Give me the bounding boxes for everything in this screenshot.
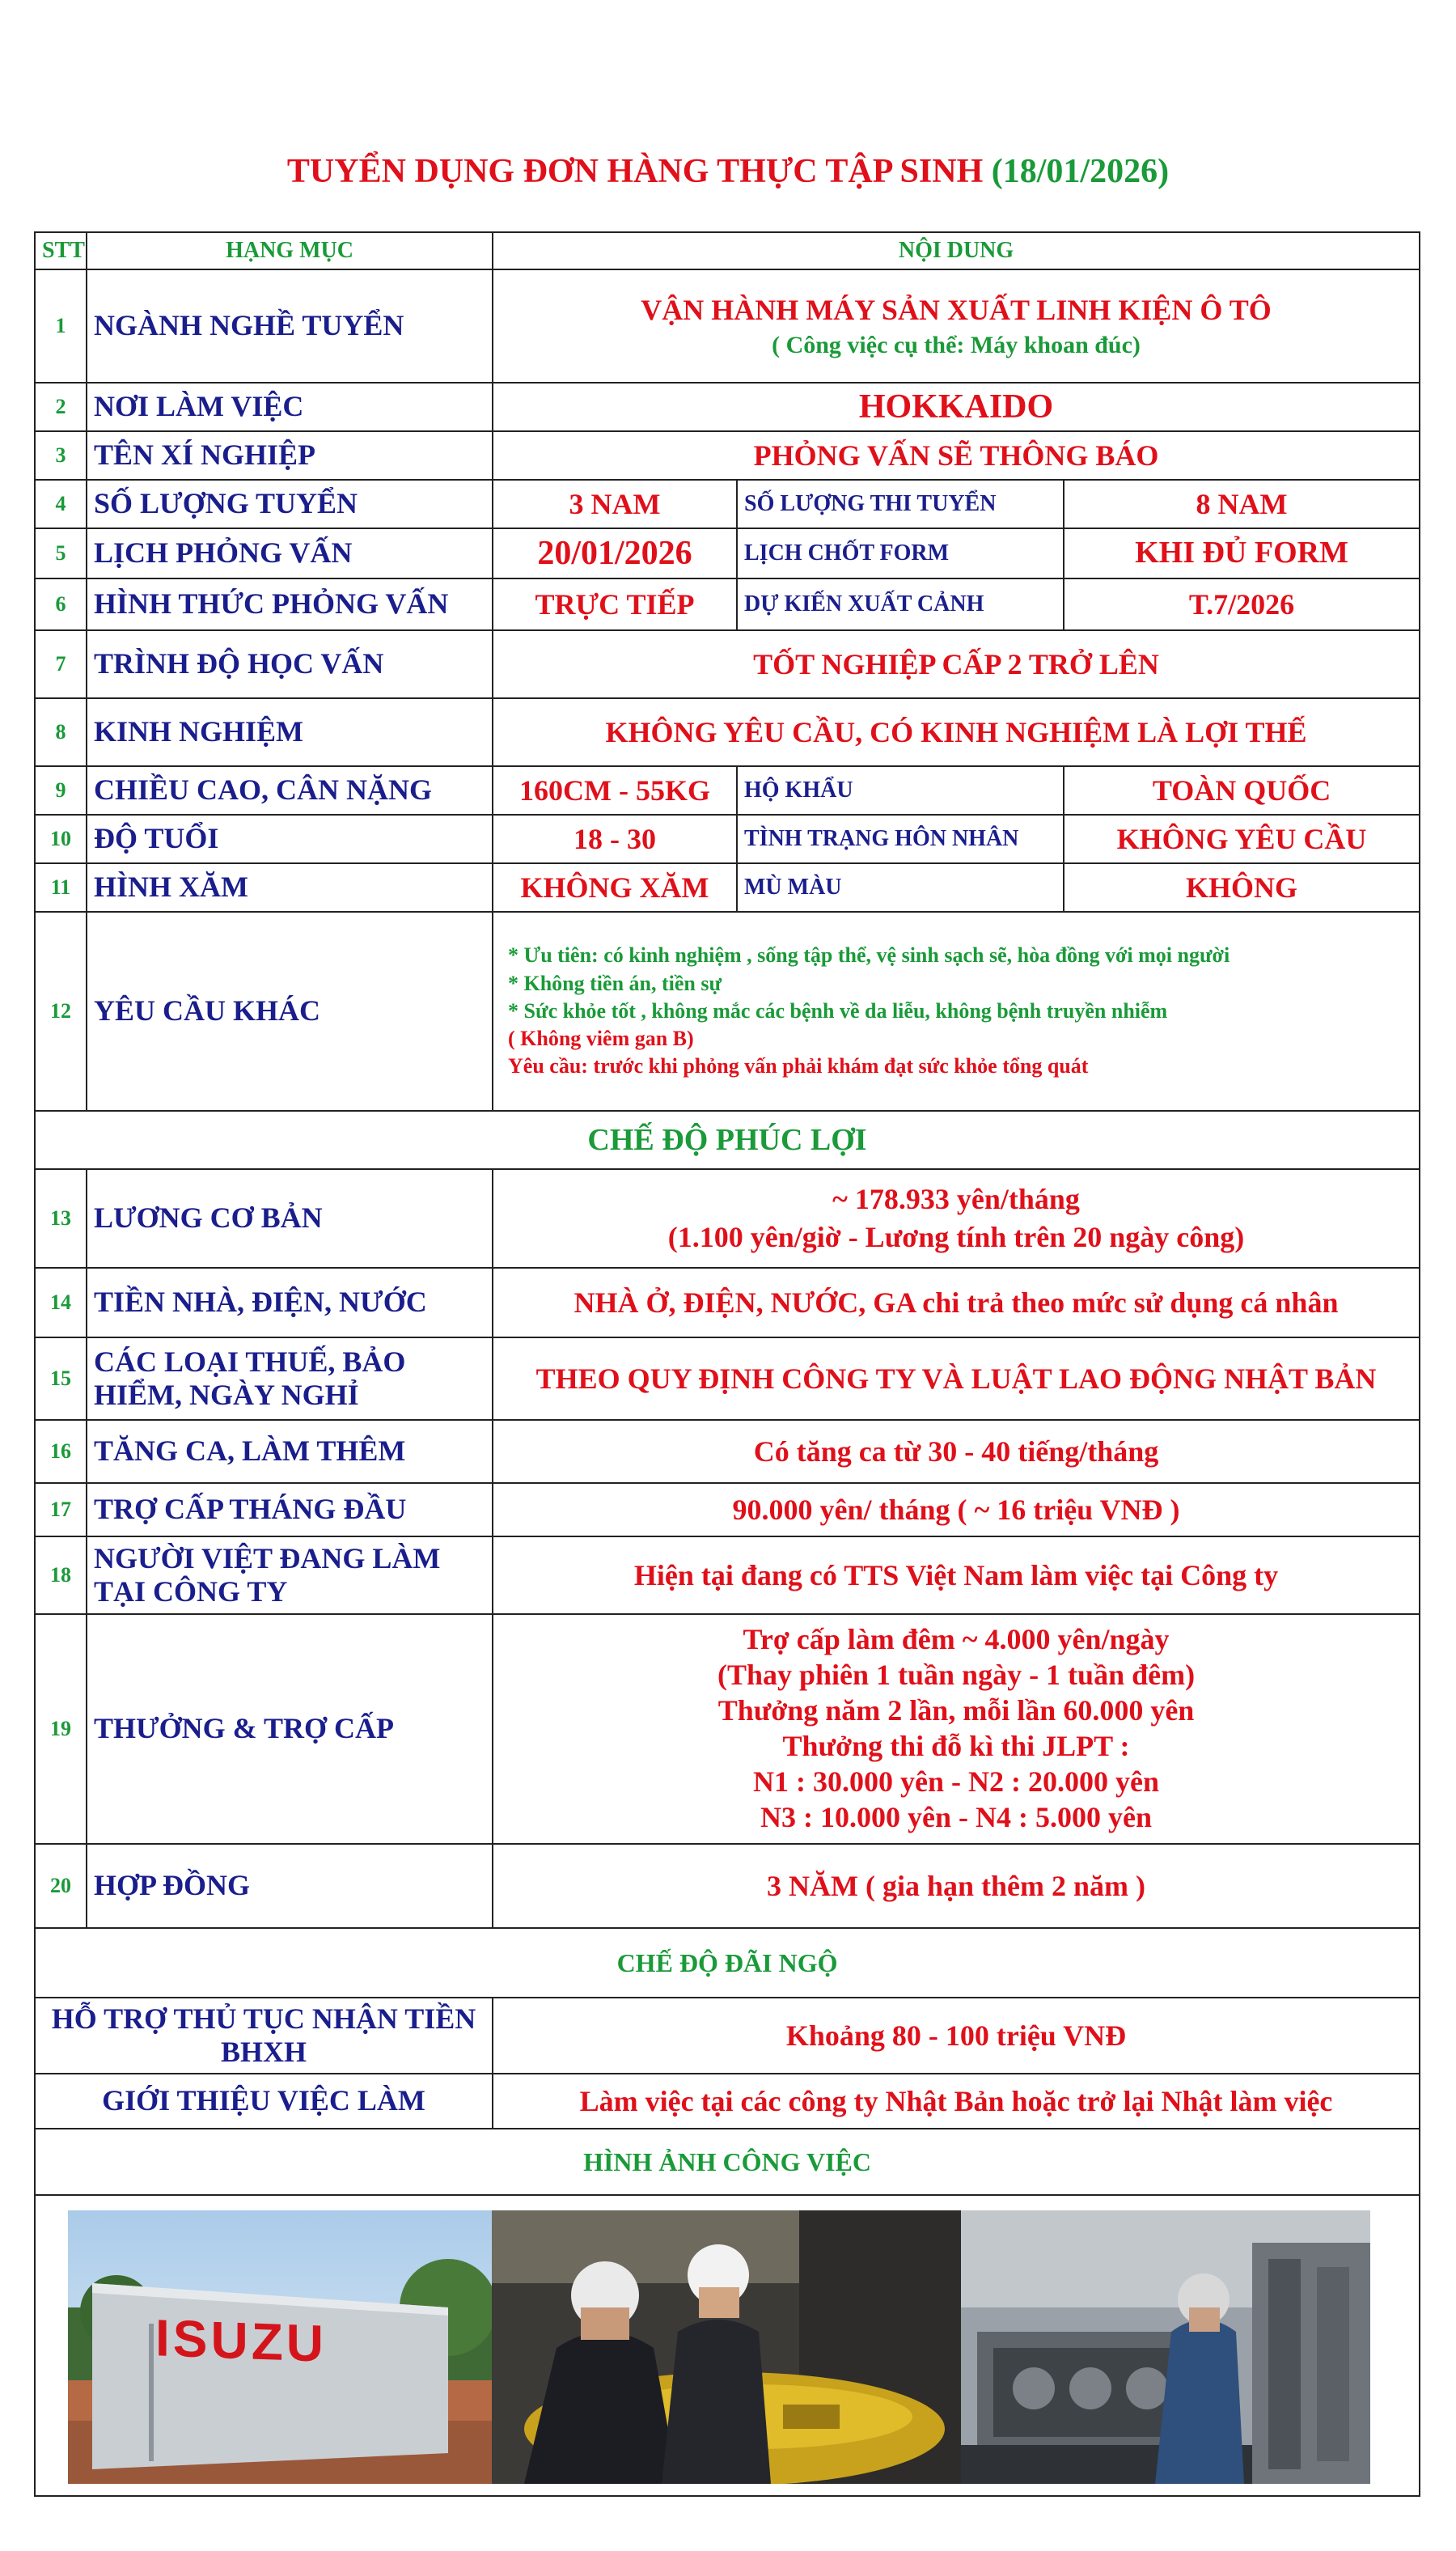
table-row [35,698,1420,766]
row-stt: 8 [35,698,87,766]
row-label: NGƯỜI VIỆT ĐANG LÀM TẠI CÔNG TY [87,1536,493,1614]
row-label: LỊCH PHỎNG VẤN [87,528,493,578]
header-category: HẠNG MỤC [87,232,493,269]
table-row [35,815,1420,863]
row-value [493,1169,1420,1268]
isuzu-logo: ISUZU [155,2308,327,2373]
row-label: HÌNH THỨC PHỎNG VẤN [87,578,493,630]
bonus-line: Thưởng năm 2 lần, mỗi lần 60.000 yên [717,1694,1195,1727]
row-stt: 20 [35,1844,87,1928]
photo-engine-line-graphic [961,2210,1370,2484]
bonus-line: N3 : 10.000 yên - N4 : 5.000 yên [760,1800,1152,1833]
row-label: ĐỘ TUỔI [87,815,493,863]
row-label: NGÀNH NGHỀ TUYỂN [87,269,493,383]
photos-row [35,2195,1420,2496]
row-value: 160CM - 55KG [493,766,737,815]
table-row [35,431,1420,480]
row-stt: 9 [35,766,87,815]
row-stt: 1 [35,269,87,383]
row-stt: 12 [35,912,87,1111]
row-label-2: TÌNH TRẠNG HÔN NHÂN [737,815,1064,863]
row-value-2: 8 NAM [1064,480,1420,528]
note-line: ( Không viêm gan B) [508,1027,694,1051]
row-value: TRỰC TIẾP [493,578,737,630]
title-main: TUYỂN DỤNG ĐƠN HÀNG THỰC TẬP SINH [286,153,984,190]
row-label: HÌNH XĂM [87,863,493,912]
row-stt: 4 [35,480,87,528]
row-label-2: HỘ KHẨU [737,766,1064,815]
row-value-2: TOÀN QUỐC [1064,766,1420,815]
row-label: KINH NGHIỆM [87,698,493,766]
row-label: TRÌNH ĐỘ HỌC VẤN [87,630,493,698]
section-benefits: CHẾ ĐỘ PHÚC LỢI [35,1111,1420,1169]
row-value: NHÀ Ở, ĐIỆN, NƯỚC, GA chi trả theo mức sử dụng cá nhân [493,1268,1420,1337]
photo-isuzu-sign [68,2210,492,2484]
row-stt: 3 [35,431,87,480]
photo-workers [492,2210,961,2484]
row-value: 20/01/2026 [493,528,737,578]
bonus-line: Thưởng thi đỗ kì thi JLPT : [782,1730,1130,1762]
table-row [35,1169,1420,1268]
bonus-line: (Thay phiên 1 tuần ngày - 1 tuần đêm) [717,1659,1196,1692]
row-label: TÊN XÍ NGHIỆP [87,431,493,480]
row-stt: 15 [35,1337,87,1420]
row-value-2: KHÔNG YÊU CẦU [1064,815,1420,863]
row-value-2: KHÔNG [1064,863,1420,912]
photos-cell [35,2195,1420,2496]
bonus-line: Trợ cấp làm đêm ~ 4.000 yên/ngày [743,1623,1170,1656]
header-content: NỘI DUNG [493,232,1420,269]
note-line: * Ưu tiên: có kinh nghiệm , sống tập thể, vệ sinh sạch sẽ, hòa đồng với mọi người [508,943,1230,968]
row-value: PHỎNG VẤN SẼ THÔNG BÁO [493,431,1420,480]
table-row [35,630,1420,698]
title-date: (18/01/2026) [991,153,1170,190]
table-row [35,912,1420,1111]
row-label: TĂNG CA, LÀM THÊM [87,1420,493,1483]
row-value: 18 - 30 [493,815,737,863]
row-value: HOKKAIDO [493,383,1420,431]
bhxh-label: HỖ TRỢ THỦ TỤC NHẬN TIỀN BHXH [35,1998,493,2074]
photo-engine-line [961,2210,1370,2484]
row-value [493,269,1420,383]
photo-strip [68,2210,1386,2484]
row-label: TRỢ CẤP THÁNG ĐẦU [87,1483,493,1536]
row-value: THEO QUY ĐỊNH CÔNG TY VÀ LUẬT LAO ĐỘNG NHẬT BẢN [493,1337,1420,1420]
row-stt: 7 [35,630,87,698]
row-stt: 18 [35,1536,87,1614]
photo-workers-graphic [492,2210,961,2484]
table-row [35,1268,1420,1337]
job-title: VẬN HÀNH MÁY SẢN XUẤT LINH KIỆN Ô TÔ [641,294,1272,327]
row-stt: 5 [35,528,87,578]
table-row [35,2074,1420,2129]
row-value [493,1614,1420,1844]
row-stt: 2 [35,383,87,431]
row-value-2: T.7/2026 [1064,578,1420,630]
bhxh-value: Khoảng 80 - 100 triệu VNĐ [493,1998,1420,2074]
row-value: 3 NĂM ( gia hạn thêm 2 năm ) [493,1844,1420,1928]
row-stt: 17 [35,1483,87,1536]
row-value: 3 NAM [493,480,737,528]
row-stt: 10 [35,815,87,863]
row-value: Có tăng ca từ 30 - 40 tiếng/tháng [493,1420,1420,1483]
row-value: KHÔNG YÊU CẦU, CÓ KINH NGHIỆM LÀ LỢI THẾ [493,698,1420,766]
section-row [35,1111,1420,1169]
section-row [35,1928,1420,1998]
note-line: Yêu cầu: trước khi phỏng vấn phải khám đạt sức khỏe tổng quát [508,1054,1089,1078]
header-stt: STT [35,232,87,269]
row-label: CÁC LOẠI THUẾ, BẢO HIỂM, NGÀY NGHỈ [87,1337,493,1420]
note-line: * Sức khỏe tốt , không mắc các bệnh về da liễu, không bệnh truyền nhiễm [508,998,1168,1023]
row-label: SỐ LƯỢNG TUYỂN [87,480,493,528]
page-title [0,152,1456,191]
row-label-2: DỰ KIẾN XUẤT CẢNH [737,578,1064,630]
note-line: * Không tiền án, tiền sự [508,971,722,995]
table-row [35,528,1420,578]
job-table [34,231,1420,2497]
row-stt: 19 [35,1614,87,1844]
section-images: HÌNH ẢNH CÔNG VIỆC [35,2129,1420,2195]
table-header-row [35,232,1420,269]
table-row [35,1536,1420,1614]
job-intro-label: GIỚI THIỆU VIỆC LÀM [35,2074,493,2129]
row-value: KHÔNG XĂM [493,863,737,912]
section-row [35,2129,1420,2195]
row-stt: 11 [35,863,87,912]
table-row [35,480,1420,528]
row-label-2: SỐ LƯỢNG THI TUYỂN [737,480,1064,528]
job-intro-value: Làm việc tại các công ty Nhật Bản hoặc trở lại Nhật làm việc [493,2074,1420,2129]
requirements-notes [493,912,1420,1111]
table-row [35,1337,1420,1420]
row-label: TIỀN NHÀ, ĐIỆN, NƯỚC [87,1268,493,1337]
table-row [35,578,1420,630]
table-row [35,1844,1420,1928]
table-row [35,1998,1420,2074]
bonus-line: N1 : 30.000 yên - N2 : 20.000 yên [753,1765,1159,1798]
row-label: YÊU CẦU KHÁC [87,912,493,1111]
row-stt: 6 [35,578,87,630]
table-row [35,269,1420,383]
section-treatment: CHẾ ĐỘ ĐÃI NGỘ [35,1928,1420,1998]
table-row [35,1483,1420,1536]
row-stt: 13 [35,1169,87,1268]
row-label: THƯỞNG & TRỢ CẤP [87,1614,493,1844]
salary-line: ~ 178.933 yên/tháng [832,1183,1080,1216]
row-label: CHIỀU CAO, CÂN NẶNG [87,766,493,815]
job-detail: ( Công việc cụ thể: Máy khoan đúc) [772,331,1141,358]
table-row [35,863,1420,912]
row-value: Hiện tại đang có TTS Việt Nam làm việc tại Công ty [493,1536,1420,1614]
row-label: HỢP ĐỒNG [87,1844,493,1928]
salary-detail: (1.100 yên/giờ - Lương tính trên 20 ngày công) [667,1221,1245,1253]
row-label: NƠI LÀM VIỆC [87,383,493,431]
table-row [35,1614,1420,1844]
row-value: 90.000 yên/ tháng ( ~ 16 triệu VNĐ ) [493,1483,1420,1536]
table-row [35,766,1420,815]
table-row [35,383,1420,431]
row-label-2: LỊCH CHỐT FORM [737,528,1064,578]
row-stt: 14 [35,1268,87,1337]
row-value: TỐT NGHIỆP CẤP 2 TRỞ LÊN [493,630,1420,698]
table-row [35,1420,1420,1483]
row-label-2: MÙ MÀU [737,863,1064,912]
row-stt: 16 [35,1420,87,1483]
row-value-2: KHI ĐỦ FORM [1064,528,1420,578]
row-label: LƯƠNG CƠ BẢN [87,1169,493,1268]
